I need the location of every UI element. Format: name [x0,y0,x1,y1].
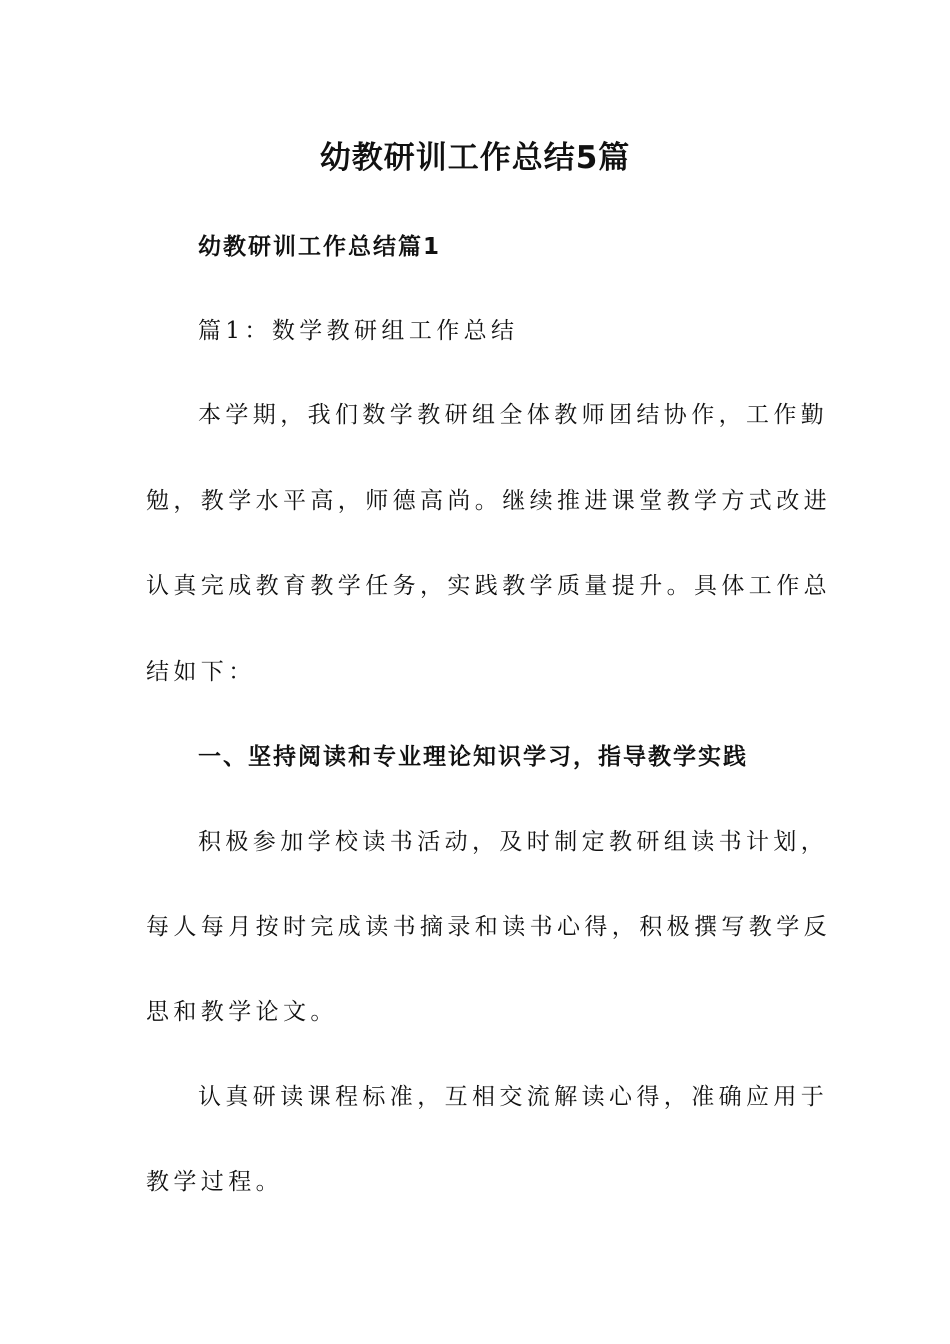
paragraph-line: 本学期，我们数学教研组全体教师团结协作，工作勤 [198,402,829,428]
paragraph-line: 教学过程。 [146,1169,283,1195]
paragraph-line: 勉，教学水平高，师德高尚。继续推进课堂教学方式改进 [146,488,831,514]
paragraph-line: 每人每月按时完成读书摘录和读书心得，积极撰写教学反 [146,914,831,940]
paragraph-line: 结如下： [146,659,256,685]
document-title: 幼教研训工作总结5篇 [319,140,631,176]
paragraph-line: 认真完成教育教学任务，实践教学质量提升。具体工作总 [146,573,831,599]
paragraph-line: 思和教学论文。 [146,999,338,1025]
paragraph-line: 积极参加学校读书活动，及时制定教研组读书计划， [198,829,829,855]
section-heading: 幼教研训工作总结篇1 [198,234,442,260]
paragraph-line: 认真研读课程标准，互相交流解读心得，准确应用于 [198,1084,829,1110]
heading-1: 一、坚持阅读和专业理论知识学习，指导教学实践 [198,744,748,770]
subtitle: 篇1：数学教研组工作总结 [198,318,519,344]
